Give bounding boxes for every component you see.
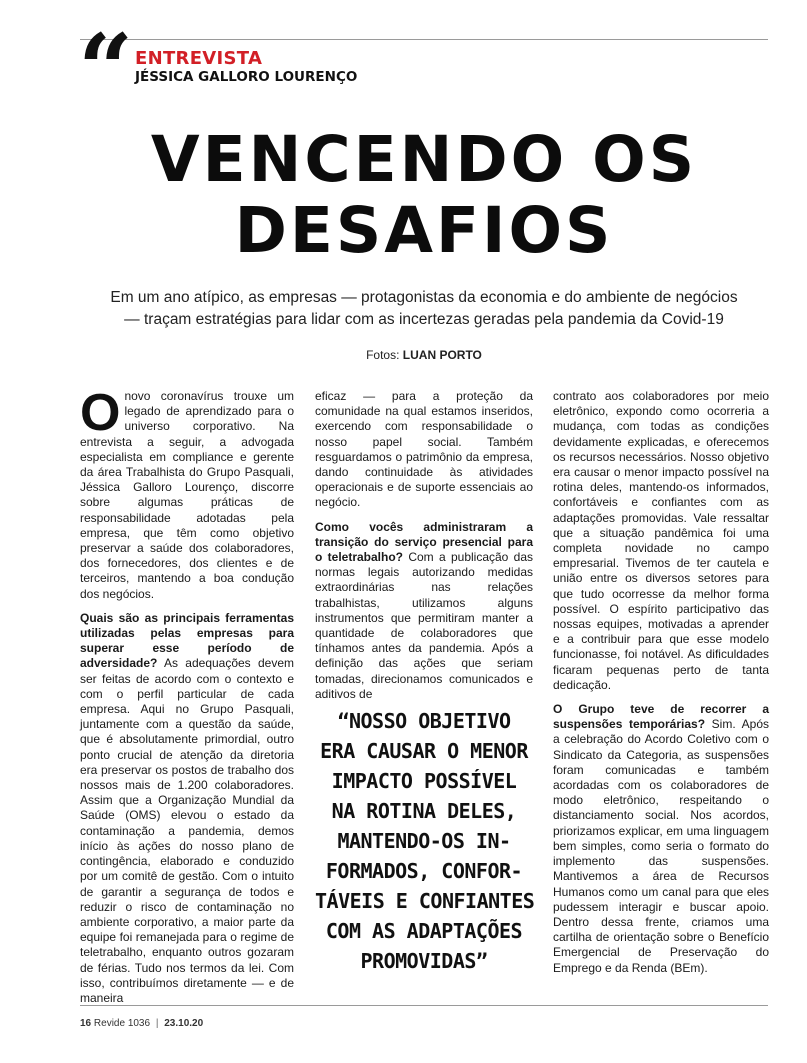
article-column-1 [80,384,294,1015]
pull-quote-line: FORMADOS, CONFOR- [325,859,523,883]
pull-quote-line: PROMOVIDAS” [360,949,488,973]
interviewee-name: JÉSSICA GALLORO LOURENÇO [135,69,358,85]
dek [80,287,768,331]
pull-quote-line: ERA CAUSAR O MENOR [320,739,528,763]
paragraph-continued-2: contrato aos colaboradores por meio eletrônico, expondo como ocorreria a mudança, com todas as condições devidamente explicadas, e oferecemos os recursos necessários. Nosso objetivo era causar o menor impacto possível na rotina deles, mantendo-os informados, confortáveis e confiantes com as adaptações promovidas. Vale ressaltar que a situação pandêmica foi uma completa novidade no campo empresarial. Tivemos de ter cautela e união entre os diversos setores para que tudo ocorresse da melhor forma possível. O espírito participativo das nossas equipes, motivadas a aprender e a contribuir para que esse modelo funcionasse, foi notável. As dificuldades ficaram pequenas perto de tanta dedicação. [553,389,769,692]
pull-quote-line: TÁVEIS E CONFIANTES [315,889,535,913]
dek-line-2: — traçam estratégias para lidar com as incertezas geradas pela pandemia da Covid-19 [124,311,724,328]
paragraph-continued: eficaz — para a proteção da comunidade na qual estamos inseridos, exercendo com responsabilidade o nosso papel social. Também resguardamos o patrimônio da empresa, dando continuidade às atividades operacionais e de suporte essenciais ao negócio. [315,389,533,510]
pull-quote-line: “NOSSO OBJETIVO [337,709,511,733]
footer-separator: | [155,1018,159,1029]
question-1: Quais são as principais ferramentas utilizadas pelas empresas para superar esse período de adversidade? [80,610,294,671]
pull-quote-line: MANTENDO-OS IN- [337,829,511,853]
page-number: 16 [80,1018,92,1029]
bottom-rule [80,1005,768,1006]
page-footer [80,1018,203,1029]
answer-1: As adequações devem ser feitas de acordo com o contexto e com o perfil particular de cada empresa. Aqui no Grupo Pasquali, juntamente com a questão da saúde, que é absolutamente primordial, outro ponto crucial de atenção da diretoria era preservar os postos de trabalho dos nossos mais de 1.200 colaboradores. Assim que a Organização Mundial da Saúde (OMS) elevou o estado da contaminação a pandemia, demos início às ações do nosso plano de contingência, elaborado e conduzido por um comitê de gestão. Com o intuito de garantir a segurança de todos e reduzir o risco de contaminação no ambiente corporativo, a maior parte da equipe foi remanejada para o regime de teletrabalho, enquanto outros gozaram de férias. Tudo nos termos da lei. Com isso, contribuímos diretamente — e de maneira [80,656,294,1005]
issue-date: 23.10.20 [164,1018,204,1029]
pull-quote-line: IMPACTO POSSÍVEL [331,769,517,793]
quote-mark-icon: “ [78,13,128,126]
dek-line-1: Em um ano atípico, as empresas — protagonistas da economia e do ambiente de negócios [110,289,738,306]
qa-block-3 [553,702,769,976]
qa-block-1 [80,611,294,1006]
question-3: O Grupo teve de recorrer a suspensões temporárias? [553,702,769,732]
intro-paragraph: Onovo coronavírus trouxe um legado de aprendizado para o universo corporativo. Na entrevista a seguir, a advogada especialista em compliance e gerente da área Trabalhista do Grupo Pasquali, Jéssica Galloro Lourenço, discorre sobre algumas práticas de responsabilidade adotadas pela empresa, que têm como objetivo preservar a saúde dos colaboradores, dos fornecedores, dos clientes e de terceiros, mantendo a boa condução dos negócios. [80,384,294,601]
headline-line-2: DESAFIOS [234,194,614,267]
answer-2: Com a publicação das normas legais autorizando medidas extraordinárias nas relações trabalhistas, utilizamos alguns instrumentos que permitiram manter a quantidade de colaboradores que tínhamos antes da pandemia. Após a definição das ações que seriam tomadas, direcionamos comunicados e aditivos de [315,550,534,701]
pull-quote [315,706,533,976]
photo-credit-name: LUAN PORTO [402,348,482,362]
top-rule [80,39,768,40]
article-column-3 [553,389,769,985]
pull-quote-line: COM AS ADAPTAÇÕES [325,919,523,943]
question-2: Como vocês administraram a transição do serviço presencial para o teletrabalho? [315,519,533,565]
pull-quote-line: NA ROTINA DELES, [331,799,517,823]
photo-credit [80,348,768,362]
section-label: ENTREVISTA [135,48,263,69]
answer-3: Sim. Após a celebração do Acordo Coletivo com o Sindicato da Categoria, as suspensões foram comunicadas e também acordadas com os colaboradores de modo eletrônico, respeitando o distanciamento social. Nos acordos, priorizamos explicar, em uma linguagem bem simples, como seria o formato do implemento das suspensões. Mantivemos a área de Recursos Humanos como um canal para que eles pudessem interagir e buscar apoio. Dentro dessa frente, criamos uma cartilha de orientação sobre o Benefício Emergencial de Preservação do Emprego e da Renda (BEm). [553,717,769,975]
qa-block-2 [315,520,533,702]
article-column-2 [315,389,533,711]
publication-name: Revide 1036 [93,1018,151,1029]
drop-cap: O [80,384,121,442]
photo-credit-label: Fotos: [366,348,400,362]
headline-line-1: VENCENDO OS [150,123,698,196]
headline [80,124,768,266]
